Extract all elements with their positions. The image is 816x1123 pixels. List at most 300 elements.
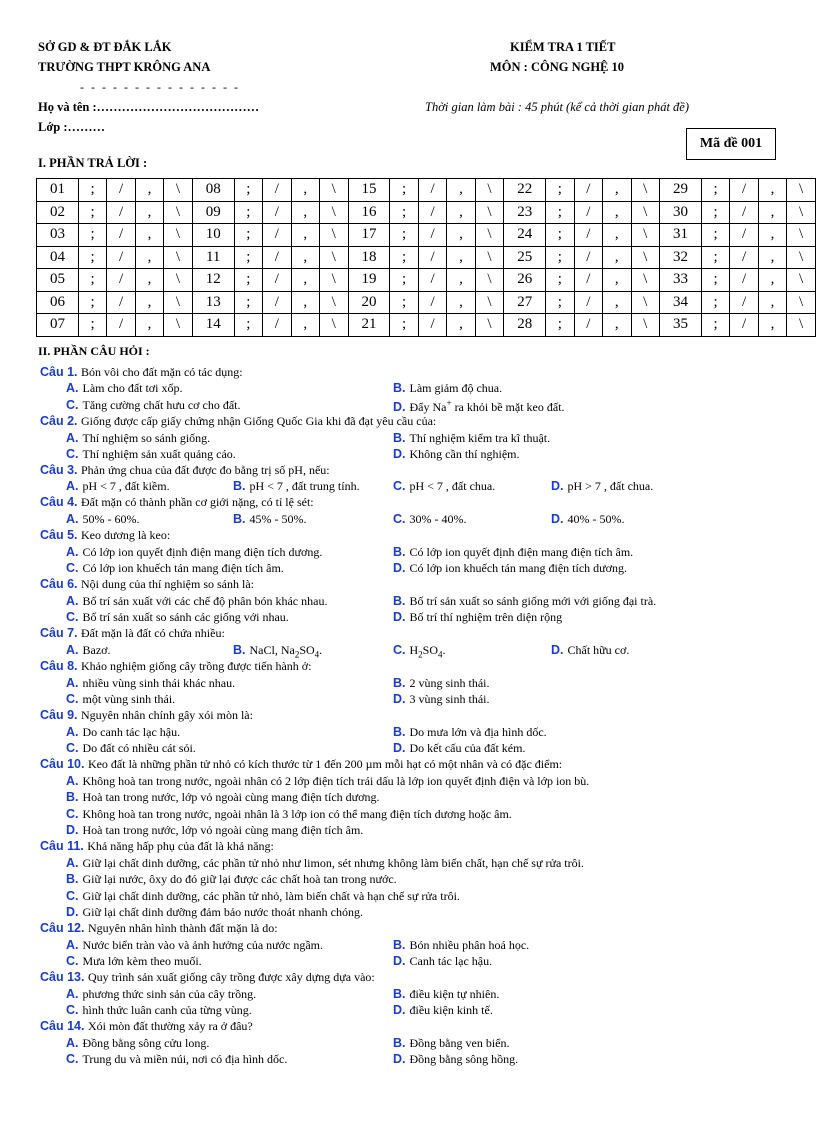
answer-number: 32 [660,246,702,269]
answer-choice-cell[interactable]: ; [234,314,262,337]
answer-option[interactable] [393,987,499,1002]
question-stem [40,577,254,592]
answer-option[interactable] [66,479,170,494]
answer-option[interactable] [551,643,629,658]
answer-choice-cell[interactable]: \ [164,291,192,314]
answer-choice-cell[interactable]: , [603,291,631,314]
answer-option[interactable] [66,676,235,691]
option-letter: A. [66,431,79,445]
answer-option[interactable] [393,610,562,625]
answer-choice-cell[interactable]: , [447,314,475,337]
question-label: Câu 14. [40,1019,88,1033]
option-text: điều kiện kinh tế. [409,1003,493,1017]
header-divider: - - - - - - - - - - - - - - - [80,80,240,94]
option-letter: C. [66,889,79,903]
question-label: Câu 8. [40,659,81,673]
answer-choice-cell[interactable]: ; [390,246,418,269]
question-text: Giống được cấp giấy chứng nhận Giống Quốc Gia khi đã đạt yêu cầu của: [81,414,437,428]
answer-choice-cell[interactable]: / [107,224,135,247]
answer-number: 35 [660,314,702,337]
answer-option[interactable] [393,447,519,462]
option-letter: B. [66,872,79,886]
answer-choice-cell[interactable]: \ [631,201,659,224]
answer-choice-cell[interactable]: ; [546,314,574,337]
answer-choice-cell[interactable]: , [603,269,631,292]
answer-choice-cell[interactable]: , [758,246,786,269]
answer-option[interactable] [66,545,322,560]
option-letter: B. [393,594,406,608]
answer-choice-cell[interactable]: / [107,179,135,202]
answer-number: 18 [348,246,390,269]
answer-choice-cell[interactable]: ; [234,179,262,202]
option-text: Canh tác lạc hậu. [409,954,493,968]
option-text: Hoà tan trong nước, lớp vỏ ngoài cùng mang điện tích âm. [82,823,364,837]
answer-choice-cell[interactable]: / [574,201,602,224]
answer-choice-cell[interactable]: / [418,224,446,247]
answer-choice-cell[interactable]: , [135,179,163,202]
answer-choice-cell[interactable]: \ [787,314,816,337]
option-text: nhiều vùng sinh thái khác nhau. [82,676,236,690]
answer-option[interactable] [66,856,584,871]
answer-choice-cell[interactable]: / [418,269,446,292]
answer-choice-cell[interactable]: / [107,314,135,337]
answer-choice-cell[interactable]: ; [390,224,418,247]
answer-choice-cell[interactable]: / [107,246,135,269]
answer-choice-cell[interactable]: , [291,291,319,314]
answer-option[interactable] [393,676,490,691]
option-text: Không hoà tan trong nước, ngoài nhân là 3 lớp ion có thể mang điện tích dương hoặc âm. [82,807,512,821]
answer-choice-cell[interactable]: , [447,269,475,292]
answer-choice-cell[interactable]: \ [787,224,816,247]
answer-choice-cell[interactable]: / [263,201,291,224]
answer-choice-cell[interactable]: ; [234,201,262,224]
answer-option[interactable] [66,774,589,789]
answer-choice-cell[interactable]: \ [164,269,192,292]
answer-option[interactable] [66,807,512,822]
answer-row [37,179,816,202]
option-letter: C. [66,807,79,821]
option-text: điều kiện tự nhiên. [409,987,500,1001]
option-letter: B. [233,643,246,657]
answer-option[interactable] [393,381,502,396]
answer-choice-cell[interactable]: , [447,246,475,269]
answer-choice-cell[interactable]: , [135,269,163,292]
answer-choice-cell[interactable]: ; [234,269,262,292]
answer-choice-cell[interactable]: ; [390,314,418,337]
answer-choice-cell[interactable]: / [730,269,758,292]
answer-choice-cell[interactable]: \ [787,179,816,202]
answer-choice-cell[interactable]: ; [701,246,729,269]
option-text: Đẩy Na+ ra khỏi bề mặt keo đất. [409,398,565,414]
answer-choice-cell[interactable]: \ [320,291,348,314]
answer-option[interactable] [233,479,360,494]
answer-option[interactable] [393,594,656,609]
answer-option[interactable] [393,1003,493,1018]
answer-number: 08 [192,179,234,202]
answer-option[interactable] [66,594,327,609]
option-letter: A. [66,512,79,526]
answer-option[interactable] [393,692,490,707]
answer-choice-cell[interactable]: ; [546,291,574,314]
answer-choice-cell[interactable]: / [107,291,135,314]
answer-choice-cell[interactable]: / [418,314,446,337]
answer-option[interactable] [66,398,240,413]
option-letter: C. [66,610,79,624]
answer-choice-cell[interactable]: ; [701,224,729,247]
answer-option[interactable] [66,381,183,396]
option-text: 3 vùng sinh thái. [409,692,490,706]
answer-choice-cell[interactable]: ; [78,179,106,202]
option-text: Thí nghiệm sản xuất quảng cáo. [82,447,236,461]
answer-option[interactable] [393,561,627,576]
answer-choice-cell[interactable]: , [135,201,163,224]
answer-option[interactable] [66,823,363,838]
answer-row [37,269,816,292]
question-stem [40,414,436,429]
answer-option[interactable] [393,431,550,446]
question-label: Câu 10. [40,757,88,771]
answer-option[interactable] [393,643,446,659]
answer-choice-cell[interactable]: ; [390,291,418,314]
option-letter: A. [66,725,79,739]
answer-choice-cell[interactable]: \ [787,246,816,269]
answer-choice-cell[interactable]: ; [78,246,106,269]
answer-choice-cell[interactable]: / [418,201,446,224]
answer-choice-cell[interactable]: / [574,314,602,337]
answer-choice-cell[interactable]: ; [546,201,574,224]
answer-choice-cell[interactable]: ; [546,246,574,269]
question-stem [40,839,274,854]
answer-option[interactable] [393,512,467,527]
answer-choice-cell[interactable]: / [574,291,602,314]
answer-option[interactable] [66,447,236,462]
answer-choice-cell[interactable]: , [758,314,786,337]
option-letter: A. [66,856,79,870]
answer-number: 11 [192,246,234,269]
answer-number: 20 [348,291,390,314]
option-letter: A. [66,938,79,952]
answer-choice-cell[interactable]: , [291,224,319,247]
answer-number: 12 [192,269,234,292]
answer-option[interactable] [66,431,210,446]
question-text: Quy trình sản xuất giống cây trồng được xây dựng dựa vào: [87,970,375,984]
section-answer-title: I. PHẦN TRẢ LỜI : [38,156,148,170]
answer-option[interactable] [393,1036,509,1051]
option-letter: A. [66,381,79,395]
answer-choice-cell[interactable]: / [263,291,291,314]
answer-choice-cell[interactable]: / [730,224,758,247]
option-text: hình thức luân canh của từng vùng. [82,1003,252,1017]
answer-choice-cell[interactable]: \ [475,224,503,247]
answer-choice-cell[interactable]: , [447,201,475,224]
answer-choice-cell[interactable]: ; [546,269,574,292]
answer-choice-cell[interactable]: \ [631,269,659,292]
option-text: Chất hữu cơ. [567,643,630,657]
subject-title: MÔN : CÔNG NGHỆ 10 [490,60,625,74]
answer-option[interactable] [66,1036,209,1051]
answer-choice-cell[interactable]: ; [78,269,106,292]
answer-choice-cell[interactable]: , [603,314,631,337]
answer-choice-cell[interactable]: \ [631,314,659,337]
option-letter: C. [393,479,406,493]
answer-choice-cell[interactable]: ; [701,314,729,337]
answer-choice-cell[interactable]: \ [787,269,816,292]
option-letter: A. [66,676,79,690]
answer-choice-cell[interactable]: \ [320,269,348,292]
question-text: Nội dung của thí nghiệm so sánh là: [81,577,254,591]
answer-choice-cell[interactable]: / [574,179,602,202]
answer-choice-cell[interactable]: / [418,291,446,314]
answer-choice-cell[interactable]: / [730,291,758,314]
answer-choice-cell[interactable]: , [135,314,163,337]
question-label: Câu 9. [40,708,81,722]
answer-choice-cell[interactable]: \ [475,246,503,269]
option-letter: B. [393,676,406,690]
answer-option[interactable] [66,790,380,805]
answer-choice-cell[interactable]: / [574,246,602,269]
answer-choice-cell[interactable]: , [291,269,319,292]
answer-number: 02 [37,201,79,224]
option-text: Đồng bằng sông hồng. [409,1052,519,1066]
option-letter: C. [393,643,406,657]
option-text: Bố trí sản xuất so sánh các giống với nhau. [82,610,289,624]
answer-option[interactable] [551,512,625,527]
answer-choice-cell[interactable]: / [730,179,758,202]
answer-number: 30 [660,201,702,224]
answer-choice-cell[interactable]: , [135,291,163,314]
option-text: 50% - 60%. [82,512,140,526]
answer-choice-cell[interactable]: , [291,201,319,224]
answer-row [37,314,816,337]
answer-choice-cell[interactable]: , [447,291,475,314]
answer-choice-cell[interactable]: \ [320,201,348,224]
answer-number: 10 [192,224,234,247]
option-text: Tăng cường chất hưu cơ cho đất. [82,398,241,412]
answer-choice-cell[interactable]: , [603,179,631,202]
answer-choice-cell[interactable]: / [263,179,291,202]
answer-choice-cell[interactable]: \ [475,179,503,202]
department-name: SỞ GD & ĐT ĐẮK LẮK [38,40,172,54]
option-letter: D. [393,561,406,575]
option-text: pH < 7 , đất trung tính. [249,479,360,493]
answer-choice-cell[interactable]: , [291,179,319,202]
question-label: Câu 11. [40,839,88,853]
answer-choice-cell[interactable]: , [758,269,786,292]
answer-row [37,291,816,314]
answer-choice-cell[interactable]: , [447,179,475,202]
answer-choice-cell[interactable]: ; [78,201,106,224]
answer-choice-cell[interactable]: \ [631,179,659,202]
answer-number: 09 [192,201,234,224]
answer-option[interactable] [393,954,492,969]
answer-choice-cell[interactable]: \ [164,224,192,247]
answer-number: 29 [660,179,702,202]
answer-choice-cell[interactable]: , [291,246,319,269]
answer-option[interactable] [66,938,323,953]
answer-choice-cell[interactable]: \ [475,291,503,314]
answer-choice-cell[interactable]: \ [475,314,503,337]
answer-number: 17 [348,224,390,247]
answer-choice-cell[interactable]: \ [631,246,659,269]
option-letter: C. [393,512,406,526]
answer-choice-cell[interactable]: / [418,246,446,269]
answer-choice-cell[interactable]: ; [546,179,574,202]
answer-option[interactable] [66,692,175,707]
answer-choice-cell[interactable]: , [603,201,631,224]
answer-choice-cell[interactable]: \ [475,201,503,224]
answer-choice-cell[interactable]: \ [320,224,348,247]
answer-choice-cell[interactable]: \ [475,269,503,292]
answer-number: 05 [37,269,79,292]
answer-choice-cell[interactable]: \ [320,314,348,337]
answer-choice-cell[interactable]: , [758,201,786,224]
answer-choice-cell[interactable]: / [263,314,291,337]
answer-option[interactable] [66,987,256,1002]
question-text: Khả năng hấp phụ của đất là khả năng: [87,839,274,853]
answer-choice-cell[interactable]: ; [701,179,729,202]
option-text: Giữ lại chất dinh dưỡng đảm bảo nước thoát nhanh chóng. [82,905,363,919]
answer-option[interactable] [66,512,140,527]
answer-option[interactable] [393,479,495,494]
answer-option[interactable] [551,479,653,494]
answer-option[interactable] [393,741,525,756]
answer-choice-cell[interactable]: ; [701,269,729,292]
answer-choice-cell[interactable]: , [603,246,631,269]
answer-choice-cell[interactable]: ; [78,291,106,314]
answer-number: 23 [504,201,546,224]
answer-option[interactable] [66,561,284,576]
question-text: Keo dương là keo: [81,528,171,542]
answer-option[interactable] [66,643,111,658]
answer-option[interactable] [66,725,180,740]
option-text: Do kết cấu của đất kém. [409,741,526,755]
answer-option[interactable] [66,954,202,969]
answer-choice-cell[interactable]: ; [78,224,106,247]
answer-choice-cell[interactable]: ; [390,269,418,292]
answer-row [37,201,816,224]
option-text: phương thức sinh sản của cây trồng. [82,987,257,1001]
answer-choice-cell[interactable]: \ [787,201,816,224]
answer-choice-cell[interactable]: / [418,179,446,202]
option-letter: B. [233,512,246,526]
answer-choice-cell[interactable]: \ [320,246,348,269]
answer-number: 15 [348,179,390,202]
question-text: Khảo nghiệm giống cây trồng được tiến hành ở: [81,659,312,673]
answer-option[interactable] [393,545,633,560]
option-text: pH > 7 , đất chua. [567,479,654,493]
answer-choice-cell[interactable]: \ [787,291,816,314]
answer-option[interactable] [66,741,196,756]
answer-option[interactable] [393,725,547,740]
answer-choice-cell[interactable]: \ [164,179,192,202]
answer-option[interactable] [66,905,363,920]
answer-choice-cell[interactable]: ; [546,224,574,247]
answer-choice-cell[interactable]: , [135,246,163,269]
answer-choice-cell[interactable]: , [758,291,786,314]
question-text: Keo đất là những phần tử nhỏ có kích thước từ 1 đến 200 µm mỗi hạt có một nhân và có đặc điểm: [87,757,563,771]
answer-number: 31 [660,224,702,247]
question-label: Câu 13. [40,970,88,984]
option-letter: C. [66,398,79,412]
answer-choice-cell[interactable]: ; [234,224,262,247]
answer-choice-cell[interactable]: ; [390,179,418,202]
answer-option[interactable] [66,889,460,904]
answer-choice-cell[interactable]: \ [164,246,192,269]
answer-option[interactable] [393,938,529,953]
answer-choice-cell[interactable]: ; [390,201,418,224]
option-letter: D. [551,479,564,493]
question-text: Phản ứng chua của đất được đo bằng trị số pH, nếu: [81,463,330,477]
option-letter: D. [393,692,406,706]
option-letter: A. [66,479,79,493]
question-text: Bón vôi cho đất mặn có tác dụng: [81,365,243,379]
answer-choice-cell[interactable]: \ [631,291,659,314]
answer-choice-cell[interactable]: / [263,246,291,269]
answer-choice-cell[interactable]: \ [320,179,348,202]
answer-option[interactable] [66,1003,252,1018]
option-letter: B. [393,725,406,739]
answer-choice-cell[interactable]: \ [164,314,192,337]
option-letter: C. [66,447,79,461]
answer-option[interactable] [66,872,397,887]
answer-choice-cell[interactable]: / [730,314,758,337]
answer-choice-cell[interactable]: \ [164,201,192,224]
answer-choice-cell[interactable]: ; [78,314,106,337]
answer-choice-cell[interactable]: ; [701,201,729,224]
option-text: Có lớp ion quyết định điện mang điện tích âm. [409,545,634,559]
answer-choice-cell[interactable]: / [574,269,602,292]
answer-option[interactable] [393,1052,518,1067]
question-text: Đất mặn có thành phần cơ giới nặng, có tỉ lệ sét: [81,495,314,509]
option-text: Trung du và miền núi, nơi có địa hình dốc. [82,1052,288,1066]
answer-choice-cell[interactable]: , [758,179,786,202]
answer-option[interactable] [66,610,289,625]
answer-choice-cell[interactable]: , [603,224,631,247]
answer-option[interactable] [66,1052,287,1067]
question-label: Câu 3. [40,463,81,477]
option-text: Nước biển tràn vào và ảnh hưởng của nước ngầm. [82,938,323,952]
answer-choice-cell[interactable]: / [107,201,135,224]
answer-choice-cell[interactable]: , [135,224,163,247]
answer-choice-cell[interactable]: ; [234,291,262,314]
answer-number: 33 [660,269,702,292]
answer-choice-cell[interactable]: , [447,224,475,247]
answer-choice-cell[interactable]: , [291,314,319,337]
answer-choice-cell[interactable]: / [263,269,291,292]
question-text: Nguyên nhân chính gây xói mòn là: [81,708,253,722]
option-text: Làm cho đất tơi xốp. [82,381,183,395]
answer-choice-cell[interactable]: ; [701,291,729,314]
answer-option[interactable] [233,512,307,527]
option-text: Bố trí sản xuất so sánh giống mới với giống đại trà. [409,594,657,608]
answer-choice-cell[interactable]: ; [234,246,262,269]
answer-option[interactable] [233,643,322,659]
answer-choice-cell[interactable]: / [107,269,135,292]
option-text: Do mưa lớn và địa hình dốc. [409,725,547,739]
answer-choice-cell[interactable]: / [263,224,291,247]
answer-choice-cell[interactable]: , [758,224,786,247]
answer-choice-cell[interactable]: \ [631,224,659,247]
option-letter: A. [66,774,79,788]
option-letter: D. [393,610,406,624]
answer-choice-cell[interactable]: / [730,246,758,269]
answer-choice-cell[interactable]: / [574,224,602,247]
answer-number: 16 [348,201,390,224]
question-text: Đất mặn là đất có chứa nhiều: [81,626,225,640]
answer-option[interactable] [393,398,565,415]
answer-choice-cell[interactable]: / [730,201,758,224]
option-letter: C. [66,692,79,706]
